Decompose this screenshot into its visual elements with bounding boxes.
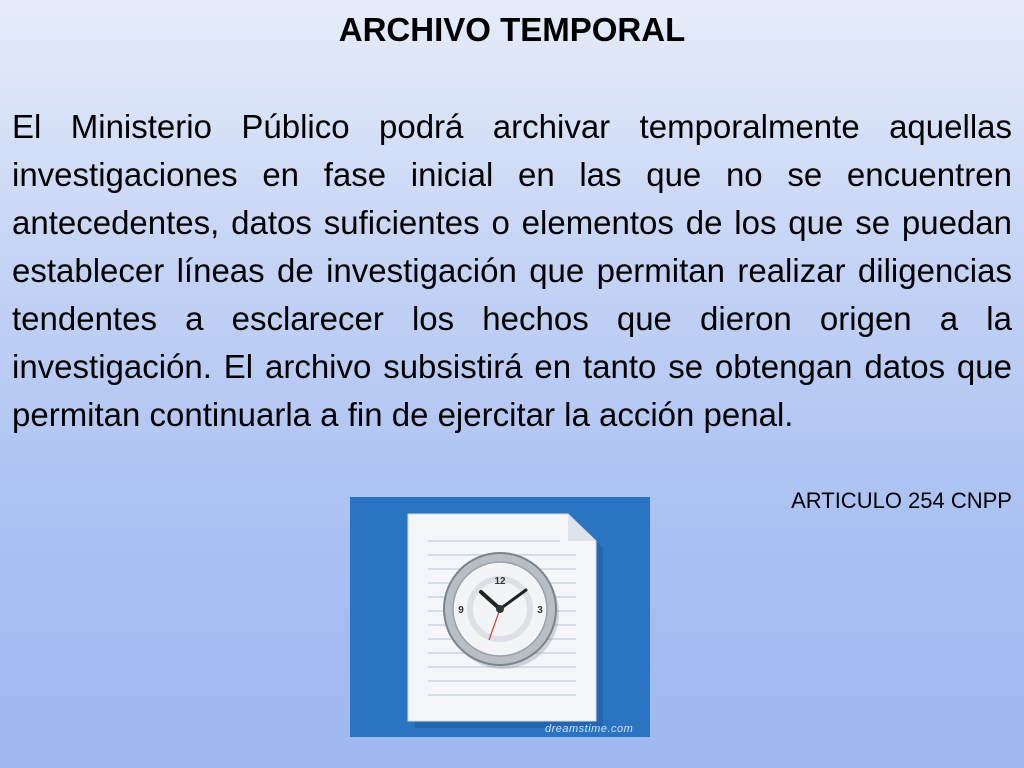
clock-number-9: 9 bbox=[458, 605, 464, 616]
clock-number-3: 3 bbox=[537, 605, 543, 616]
slide-body-text: El Ministerio Público podrá archivar temporalmente aquellas investigaciones en fase inicial en las que no se encuentren antecedentes, datos suficientes o elementos de los que se puedan establecer líneas de investigación que permitan realizar diligencias tendentes a esclarecer los hechos que dieron origen a la investigación. El archivo subsistirá en tanto se obtengan datos que permitan continuarla a fin de ejercitar la acción penal. bbox=[12, 108, 1012, 433]
document-clock-image bbox=[350, 497, 650, 737]
article-citation: ARTICULO 254 CNPP bbox=[791, 488, 1012, 513]
document-clock-icon bbox=[350, 497, 650, 737]
slide-title: ARCHIVO TEMPORAL bbox=[338, 11, 686, 48]
clock-number-12: 12 bbox=[494, 576, 506, 587]
watermark-text: dreamstime.com bbox=[545, 723, 634, 735]
